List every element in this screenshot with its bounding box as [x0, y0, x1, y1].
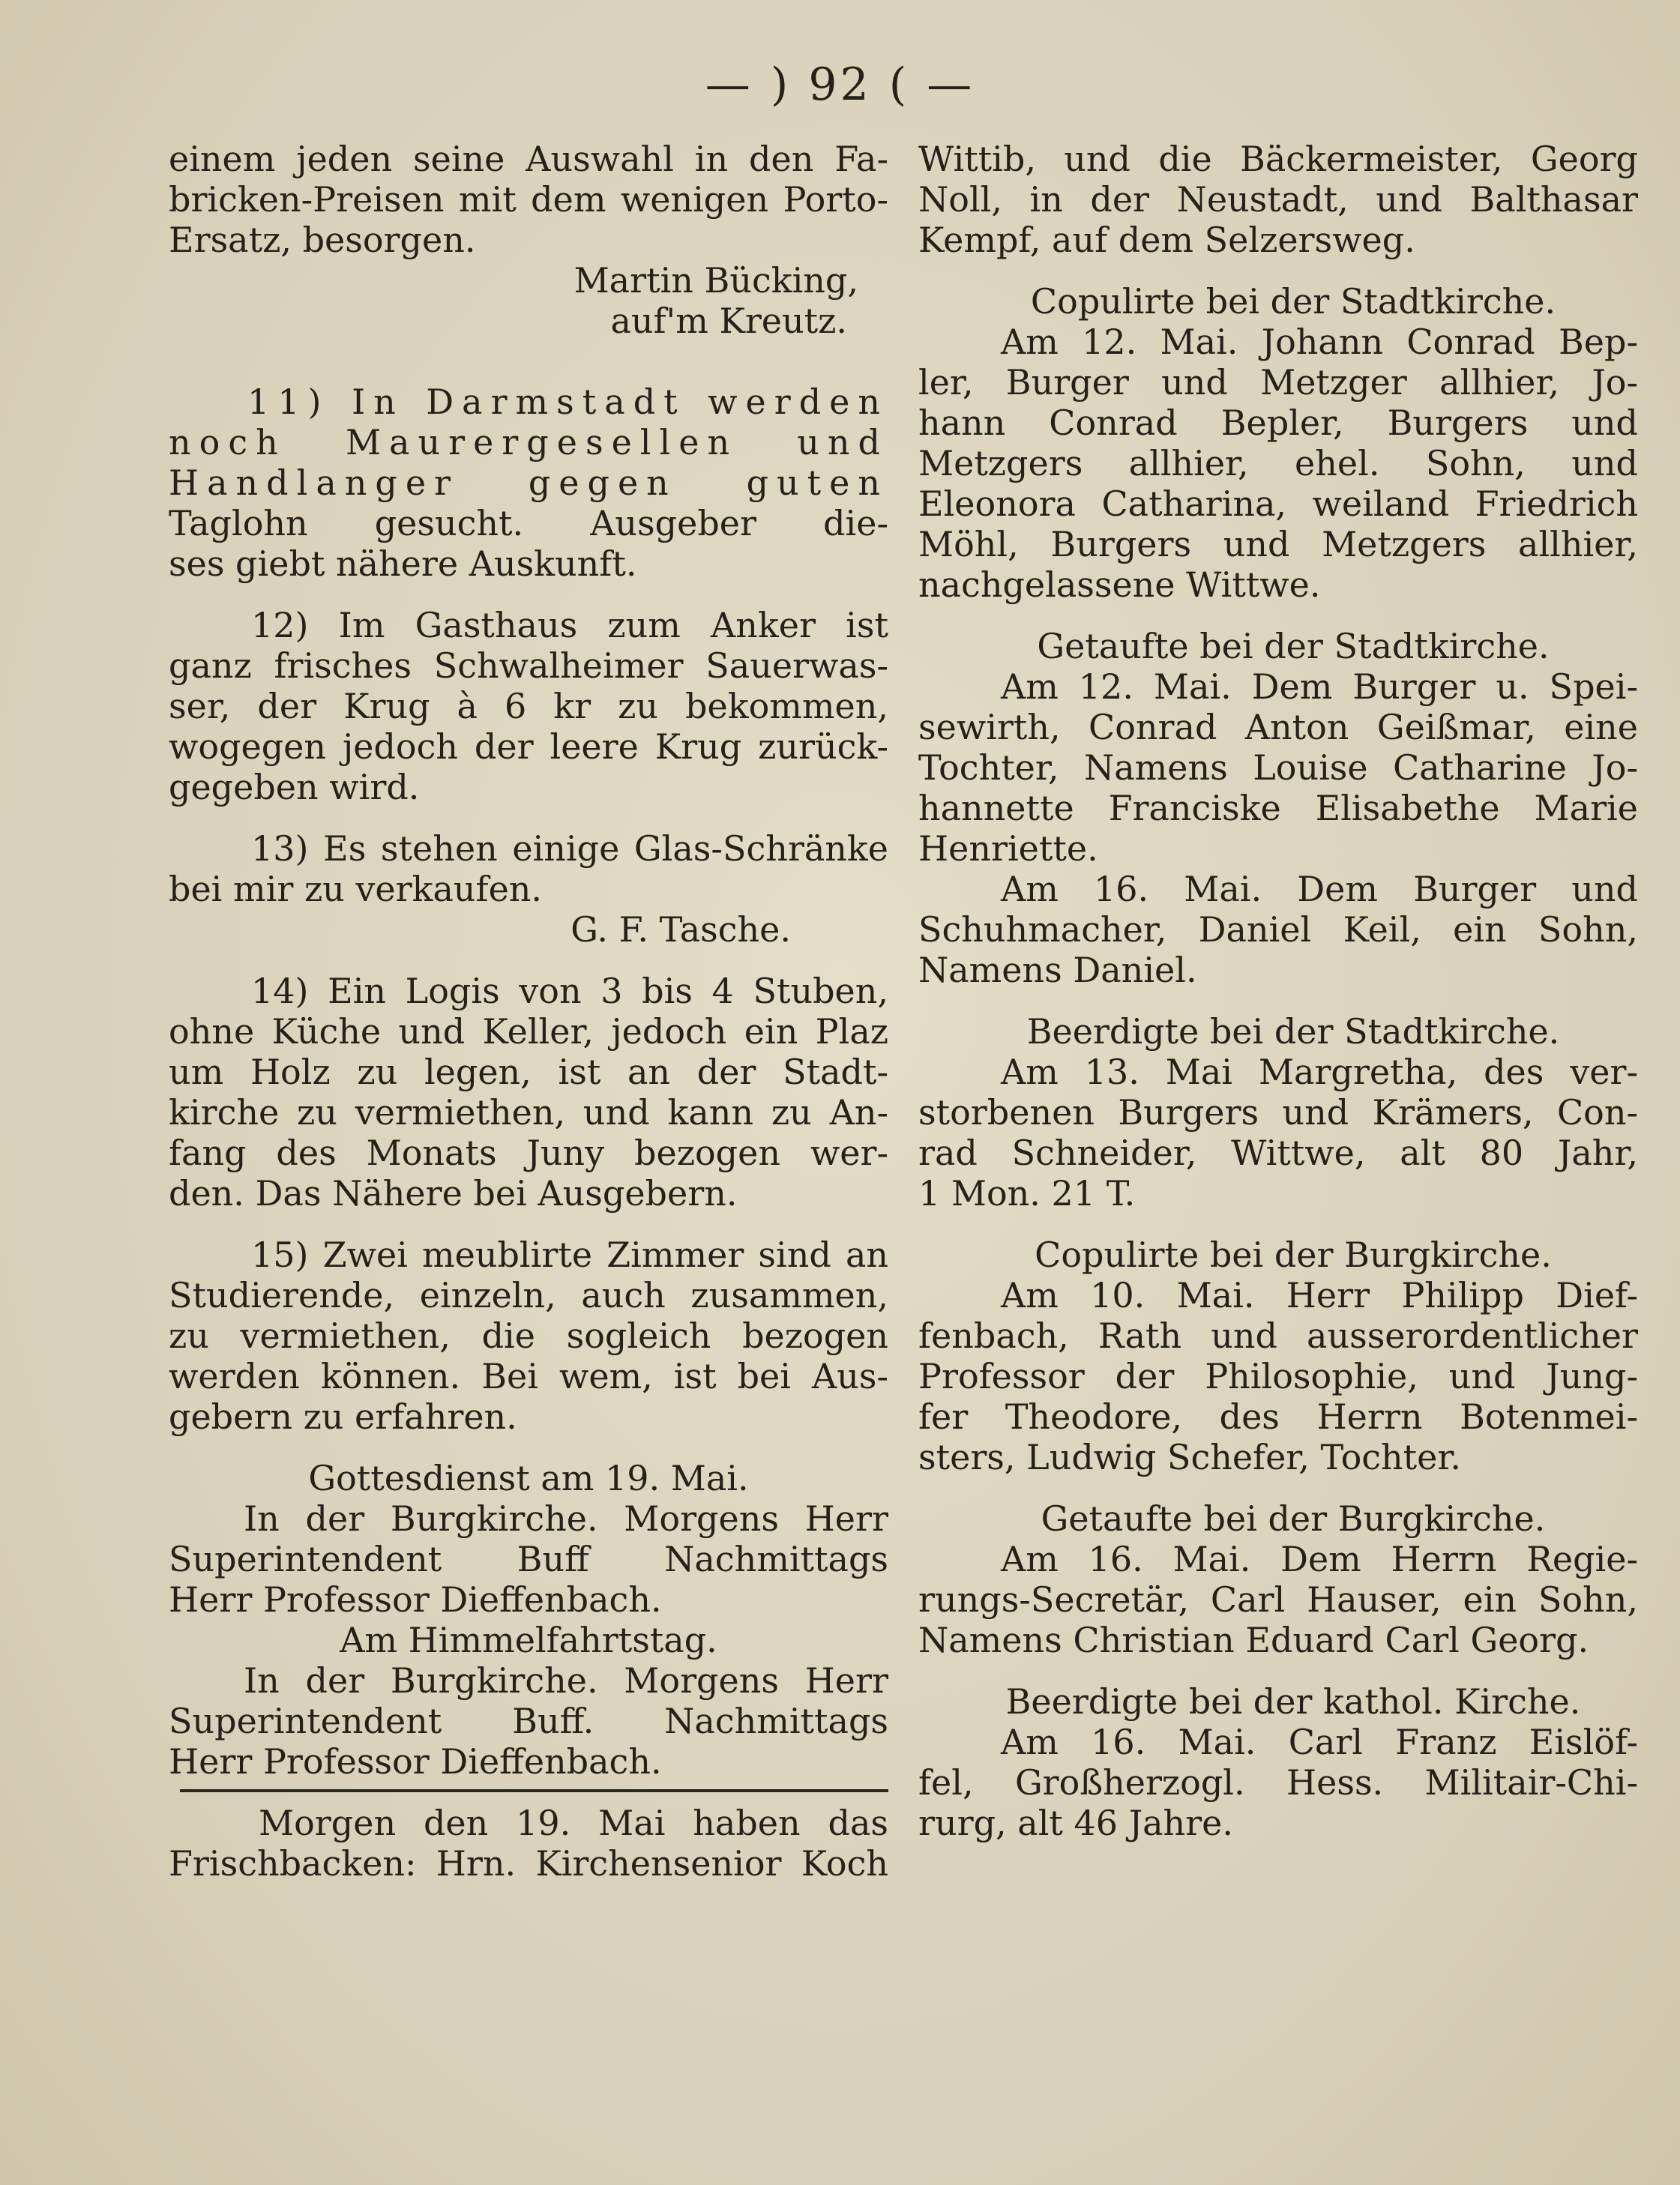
text-line: Taglohn gesucht. Ausgeber die- — [169, 503, 888, 543]
signature-line: Martin Bücking, — [573, 260, 858, 301]
left-column — [169, 139, 888, 1884]
text-line: fel, Großherzogl. Hess. Militair-Chi- — [918, 1762, 1638, 1803]
text-line: Herr Professor Dieffenbach. — [169, 1579, 662, 1620]
notice-11 — [169, 382, 888, 584]
text-line: ohne Küche und Keller, jedoch ein Plaz — [169, 1011, 888, 1052]
notice-13 — [169, 828, 888, 950]
section-heading: Copulirte bei der Burgkirche. — [1035, 1235, 1552, 1275]
text-line: rungs-Secretär, Carl Hauser, ein Sohn, — [918, 1579, 1638, 1620]
text-line: Henriette. — [918, 828, 1098, 869]
text-line: ler, Burger und Metzger allhier, Jo- — [918, 362, 1638, 403]
text-line: 14) Ein Logis von 3 bis 4 Stuben, — [251, 971, 888, 1011]
text-line: sters, Ludwig Schefer, Tochter. — [918, 1437, 1461, 1477]
text-line: Handlanger gegen guten — [169, 462, 888, 503]
text-line: Superintendent Buff. Nachmittags — [169, 1701, 888, 1741]
text-line: nachgelassene Wittwe. — [918, 564, 1321, 605]
text-line: ganz frisches Schwalheimer Sauerwas- — [169, 645, 888, 686]
section-heading: Gottesdienst am 19. Mai. — [308, 1458, 749, 1498]
text-line: Namens Daniel. — [918, 950, 1197, 990]
section-heading: Copulirte bei der Stadtkirche. — [1030, 281, 1556, 322]
text-line: storbenen Burgers und Krämers, Con- — [918, 1092, 1638, 1133]
text-line: rad Schneider, Wittwe, alt 80 Jahr, — [918, 1133, 1638, 1173]
text-line: 13) Es stehen einige Glas-Schränke — [251, 828, 888, 869]
text-line: noch Maurergesellen und — [169, 422, 888, 462]
text-line: sewirth, Conrad Anton Geißmar, eine — [918, 707, 1638, 747]
text-line: gebern zu erfahren. — [169, 1396, 517, 1437]
text-line: Eleonora Catharina, weiland Friedrich — [918, 483, 1638, 524]
text-line: Am 16. Mai. Carl Franz Eislöf- — [1001, 1722, 1638, 1762]
baptisms-stadtkirche — [918, 626, 1638, 990]
text-line: 15) Zwei meublirte Zimmer sind an — [251, 1235, 888, 1275]
bakers-notice — [169, 1803, 888, 1884]
text-line: rurg, alt 46 Jahre. — [918, 1803, 1234, 1843]
divider-rule — [180, 1789, 888, 1792]
paragraph-continuation — [169, 139, 888, 341]
paragraph-continuation — [918, 139, 1638, 260]
text-line: Professor der Philosophie, und Jung- — [918, 1356, 1638, 1396]
text-line: 11) In Darmstadt werden — [247, 382, 888, 422]
burials-catholic-church — [918, 1681, 1638, 1843]
burials-stadtkirche — [918, 1011, 1638, 1214]
text-line: hannette Franciske Elisabethe Marie — [918, 788, 1638, 828]
text-line: hann Conrad Bepler, Burgers und — [918, 403, 1638, 443]
section-subheading: Am Himmelfahrtstag. — [340, 1620, 717, 1660]
text-line: Frischbacken: Hrn. Kirchensenior Koch — [169, 1843, 888, 1884]
text-line: Möhl, Burgers und Metzgers allhier, — [918, 524, 1638, 564]
section-heading: Getaufte bei der Stadtkirche. — [1037, 626, 1550, 666]
text-line: Ersatz, besorgen. — [169, 220, 476, 260]
text-line: Namens Christian Eduard Carl Georg. — [918, 1620, 1589, 1660]
marriages-burgkirche — [918, 1235, 1638, 1477]
text-line: Am 16. Mai. Dem Burger und — [1001, 869, 1638, 909]
signature-line: auf'm Kreutz. — [610, 301, 847, 341]
text-line: Morgen den 19. Mai haben das — [259, 1803, 888, 1843]
text-line: In der Burgkirche. Morgens Herr — [244, 1660, 888, 1701]
baptisms-burgkirche — [918, 1498, 1638, 1660]
text-line: einem jeden seine Auswahl in den Fa- — [169, 139, 888, 179]
signature-line: G. F. Tasche. — [570, 909, 791, 950]
text-line: den. Das Nähere bei Ausgebern. — [169, 1173, 738, 1214]
page-number-header: — ) 92 ( — — [705, 58, 975, 111]
right-column — [918, 139, 1638, 1843]
notice-15 — [169, 1235, 888, 1437]
text-line: werden können. Bei wem, ist bei Aus- — [169, 1356, 888, 1396]
text-line: Wittib, und die Bäckermeister, Georg — [918, 139, 1638, 179]
text-line: Metzgers allhier, ehel. Sohn, und — [918, 443, 1638, 483]
text-line: Am 16. Mai. Dem Herrn Regie- — [1001, 1539, 1638, 1579]
section-heading: Beerdigte bei der kathol. Kirche. — [1005, 1681, 1581, 1722]
text-line: fenbach, Rath und ausserordentlicher — [918, 1315, 1638, 1356]
text-line: 12) Im Gasthaus zum Anker ist — [251, 605, 888, 645]
church-service-section — [169, 1458, 888, 1782]
text-line: fang des Monats Juny bezogen wer- — [169, 1133, 888, 1173]
text-line: In der Burgkirche. Morgens Herr — [244, 1498, 888, 1539]
notice-14 — [169, 971, 888, 1214]
text-line: Studierende, einzeln, auch zusammen, — [169, 1275, 888, 1315]
text-line: ses giebt nähere Auskunft. — [169, 543, 637, 584]
text-line: 1 Mon. 21 T. — [918, 1173, 1136, 1214]
text-line: bricken-Preisen mit dem wenigen Porto- — [169, 179, 888, 220]
section-heading: Getaufte bei der Burgkirche. — [1041, 1498, 1546, 1539]
text-line: Superintendent Buff Nachmittags — [169, 1539, 888, 1579]
text-line: Kempf, auf dem Selzersweg. — [918, 220, 1415, 260]
text-line: wogegen jedoch der leere Krug zurück- — [169, 726, 888, 767]
text-line: Herr Professor Dieffenbach. — [169, 1741, 662, 1782]
section-heading: Beerdigte bei der Stadtkirche. — [1026, 1011, 1560, 1052]
text-line: Am 10. Mai. Herr Philipp Dief- — [1001, 1275, 1638, 1315]
text-line: Am 13. Mai Margretha, des ver- — [1001, 1052, 1638, 1092]
text-line: Noll, in der Neustadt, und Balthasar — [918, 179, 1638, 220]
text-line: bei mir zu verkaufen. — [169, 869, 543, 909]
text-line: gegeben wird. — [169, 767, 420, 807]
marriages-stadtkirche — [918, 281, 1638, 605]
text-line: kirche zu vermiethen, und kann zu An- — [169, 1092, 888, 1133]
text-line: Schuhmacher, Daniel Keil, ein Sohn, — [918, 909, 1638, 950]
text-line: Am 12. Mai. Dem Burger u. Spei- — [1001, 666, 1638, 707]
text-line: ser, der Krug à 6 kr zu bekommen, — [169, 686, 888, 726]
text-line: um Holz zu legen, ist an der Stadt- — [169, 1052, 888, 1092]
text-line: Am 12. Mai. Johann Conrad Bep- — [1001, 322, 1638, 362]
text-line: fer Theodore, des Herrn Botenmei- — [918, 1396, 1638, 1437]
text-line: Tochter, Namens Louise Catharine Jo- — [918, 747, 1638, 788]
notice-12 — [169, 605, 888, 807]
text-line: zu vermiethen, die sogleich bezogen — [169, 1315, 888, 1356]
